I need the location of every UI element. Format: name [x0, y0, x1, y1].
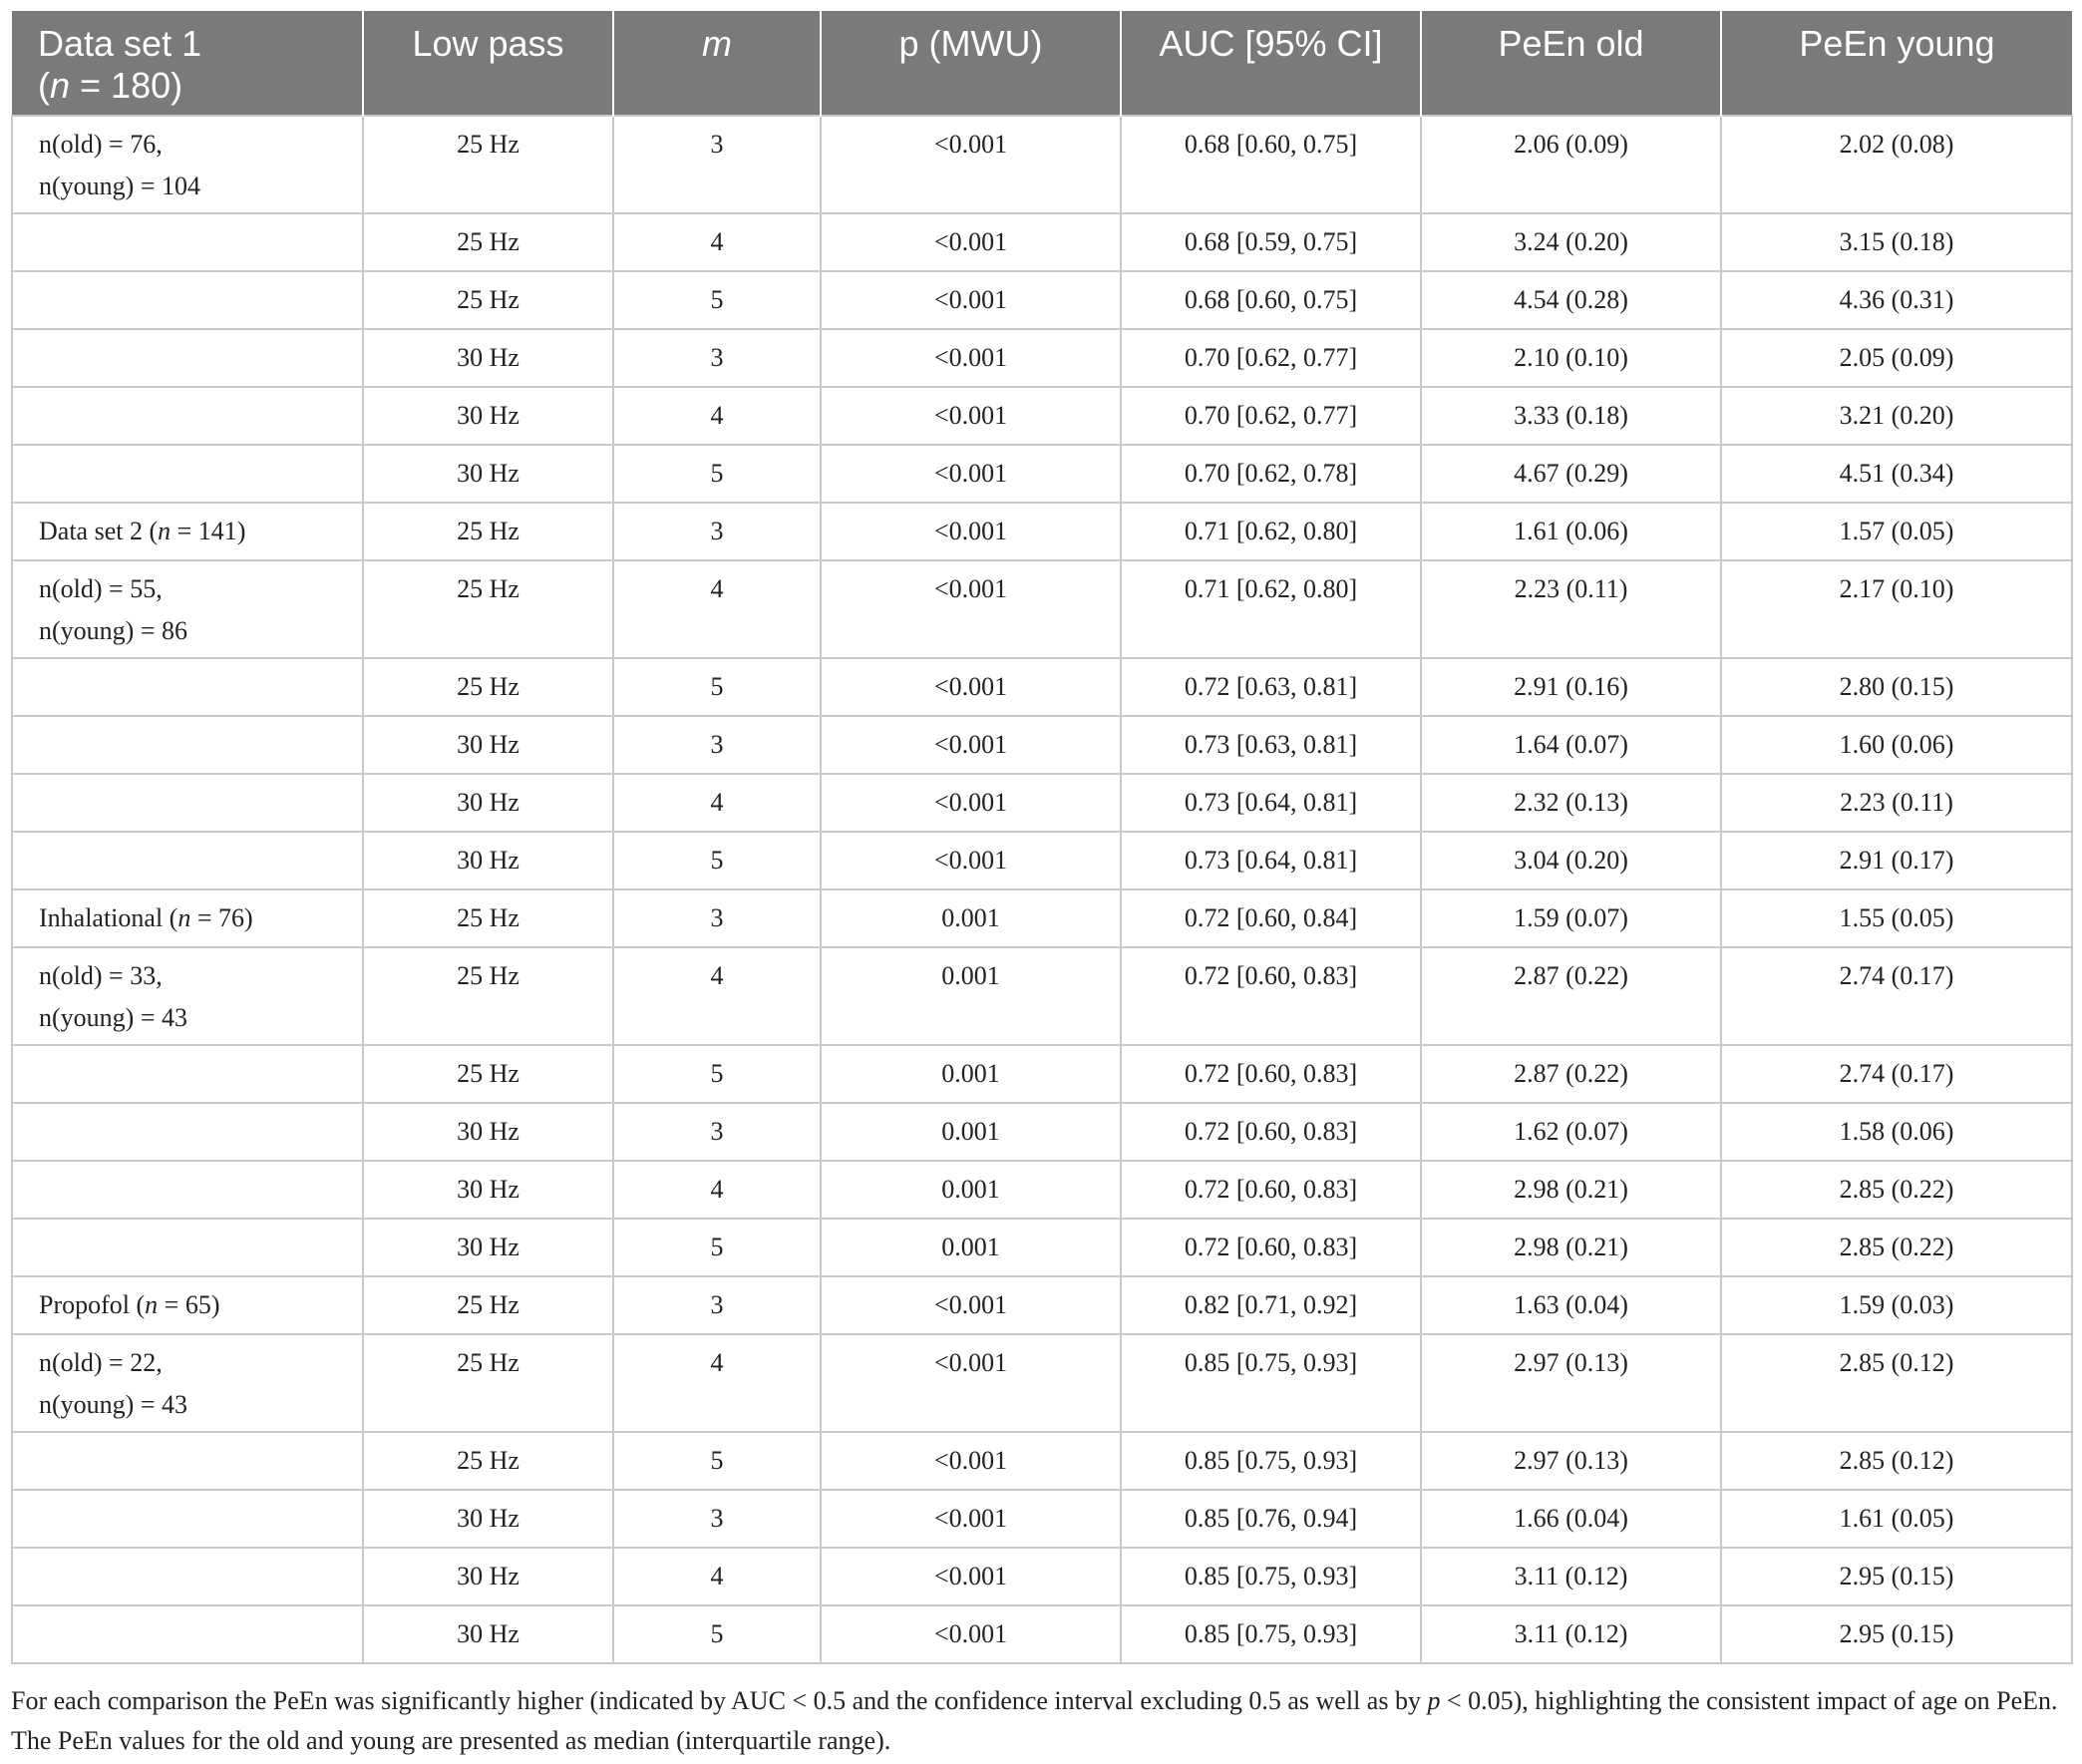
group-young-count: n(young) = 104	[39, 172, 200, 200]
cell-peen-young: 2.02 (0.08)	[1721, 116, 2072, 213]
header-auc: AUC [95% CI]	[1121, 11, 1421, 116]
cell-group	[12, 1103, 363, 1161]
cell-m: 5	[613, 1219, 821, 1276]
cell-low-pass: 25 Hz	[363, 271, 613, 329]
cell-low-pass: 25 Hz	[363, 658, 613, 716]
table-footnote	[11, 1681, 2071, 1761]
group-young-count: n(young) = 86	[39, 616, 187, 645]
cell-auc: 0.68 [0.60, 0.75]	[1121, 116, 1421, 213]
cell-m: 5	[613, 1045, 821, 1103]
cell-p-mwu: <0.001	[821, 1334, 1121, 1432]
cell-m: 3	[613, 329, 821, 387]
cell-auc: 0.70 [0.62, 0.78]	[1121, 445, 1421, 503]
table-row	[12, 116, 2072, 213]
cell-peen-old: 1.61 (0.06)	[1421, 503, 1721, 560]
cell-peen-old: 2.87 (0.22)	[1421, 1045, 1721, 1103]
table-row	[12, 1103, 2072, 1161]
cell-m: 3	[613, 1276, 821, 1334]
cell-m: 5	[613, 832, 821, 889]
table-row	[12, 1161, 2072, 1219]
cell-peen-old: 1.62 (0.07)	[1421, 1103, 1721, 1161]
cell-m: 5	[613, 1432, 821, 1490]
cell-peen-old: 2.23 (0.11)	[1421, 560, 1721, 658]
table-row	[12, 947, 2072, 1045]
cell-p-mwu: <0.001	[821, 716, 1121, 774]
cell-peen-young: 2.17 (0.10)	[1721, 560, 2072, 658]
table-row	[12, 1605, 2072, 1663]
cell-low-pass: 30 Hz	[363, 1161, 613, 1219]
cell-peen-old: 2.91 (0.16)	[1421, 658, 1721, 716]
cell-p-mwu: <0.001	[821, 329, 1121, 387]
cell-peen-young: 2.80 (0.15)	[1721, 658, 2072, 716]
cell-group	[12, 832, 363, 889]
table-row	[12, 658, 2072, 716]
cell-m: 4	[613, 387, 821, 445]
cell-m: 3	[613, 503, 821, 560]
cell-peen-young: 2.85 (0.12)	[1721, 1432, 2072, 1490]
cell-peen-old: 1.64 (0.07)	[1421, 716, 1721, 774]
cell-peen-young: 3.21 (0.20)	[1721, 387, 2072, 445]
cell-peen-young: 2.85 (0.22)	[1721, 1161, 2072, 1219]
cell-group	[12, 387, 363, 445]
cell-auc: 0.85 [0.75, 0.93]	[1121, 1605, 1421, 1663]
cell-low-pass: 25 Hz	[363, 947, 613, 1045]
cell-low-pass: 25 Hz	[363, 1334, 613, 1432]
cell-peen-old: 3.11 (0.12)	[1421, 1548, 1721, 1605]
header-p-mwu: p (MWU)	[821, 11, 1121, 116]
group-old-count: n(old) = 22,	[39, 1348, 163, 1377]
cell-m: 3	[613, 116, 821, 213]
cell-group	[12, 213, 363, 271]
cell-peen-old: 2.98 (0.21)	[1421, 1161, 1721, 1219]
cell-p-mwu: <0.001	[821, 658, 1121, 716]
cell-low-pass: 30 Hz	[363, 329, 613, 387]
header-m	[613, 11, 821, 116]
cell-m: 4	[613, 1548, 821, 1605]
table-row	[12, 1276, 2072, 1334]
cell-auc: 0.68 [0.60, 0.75]	[1121, 271, 1421, 329]
cell-low-pass: 25 Hz	[363, 116, 613, 213]
cell-peen-old: 2.10 (0.10)	[1421, 329, 1721, 387]
cell-peen-young: 1.60 (0.06)	[1721, 716, 2072, 774]
table-header-row	[12, 11, 2072, 116]
group-label: Inhalational (	[39, 903, 178, 932]
cell-peen-old: 2.97 (0.13)	[1421, 1334, 1721, 1432]
cell-m: 4	[613, 560, 821, 658]
cell-group	[12, 658, 363, 716]
group-old-count: n(old) = 55,	[39, 574, 163, 603]
cell-p-mwu: 0.001	[821, 1161, 1121, 1219]
footnote-p-var: p	[1427, 1686, 1441, 1715]
cell-m: 4	[613, 1161, 821, 1219]
group-young-count: n(young) = 43	[39, 1003, 187, 1032]
cell-m: 5	[613, 658, 821, 716]
cell-group	[12, 1605, 363, 1663]
cell-p-mwu: <0.001	[821, 445, 1121, 503]
cell-peen-young: 2.95 (0.15)	[1721, 1548, 2072, 1605]
cell-low-pass: 30 Hz	[363, 445, 613, 503]
table-row	[12, 832, 2072, 889]
table-body	[12, 116, 2072, 1663]
cell-auc: 0.72 [0.60, 0.83]	[1121, 1161, 1421, 1219]
cell-group	[12, 947, 363, 1045]
header-dataset-title: Data set 1	[38, 23, 202, 64]
cell-peen-old: 1.66 (0.04)	[1421, 1490, 1721, 1548]
cell-auc: 0.68 [0.59, 0.75]	[1121, 213, 1421, 271]
cell-low-pass: 25 Hz	[363, 1432, 613, 1490]
cell-m: 3	[613, 716, 821, 774]
cell-group	[12, 1334, 363, 1432]
cell-low-pass: 25 Hz	[363, 1045, 613, 1103]
cell-p-mwu: 0.001	[821, 947, 1121, 1045]
group-label-n-var: n	[158, 517, 172, 545]
cell-low-pass: 30 Hz	[363, 1605, 613, 1663]
cell-peen-young: 2.23 (0.11)	[1721, 774, 2072, 832]
cell-p-mwu: <0.001	[821, 1490, 1121, 1548]
cell-peen-old: 1.59 (0.07)	[1421, 889, 1721, 947]
cell-low-pass: 25 Hz	[363, 1276, 613, 1334]
cell-auc: 0.72 [0.60, 0.84]	[1121, 889, 1421, 947]
cell-peen-old: 1.63 (0.04)	[1421, 1276, 1721, 1334]
cell-low-pass: 25 Hz	[363, 213, 613, 271]
cell-peen-young: 2.95 (0.15)	[1721, 1605, 2072, 1663]
cell-peen-old: 2.97 (0.13)	[1421, 1432, 1721, 1490]
cell-peen-young: 1.61 (0.05)	[1721, 1490, 2072, 1548]
footnote-part2: < 0.05), highlighting the consistent impact of age on PeEn. The PeEn values for the old and young are presented as median (interquartile range).	[11, 1686, 2058, 1755]
cell-group	[12, 889, 363, 947]
cell-group	[12, 560, 363, 658]
cell-auc: 0.85 [0.75, 0.93]	[1121, 1548, 1421, 1605]
cell-low-pass: 30 Hz	[363, 1548, 613, 1605]
cell-m: 4	[613, 1334, 821, 1432]
cell-p-mwu: <0.001	[821, 1548, 1121, 1605]
cell-peen-old: 4.67 (0.29)	[1421, 445, 1721, 503]
cell-group	[12, 329, 363, 387]
cell-peen-young: 2.91 (0.17)	[1721, 832, 2072, 889]
cell-group	[12, 271, 363, 329]
group-label-n-value: = 141)	[171, 517, 246, 545]
cell-m: 5	[613, 445, 821, 503]
cell-p-mwu: 0.001	[821, 1219, 1121, 1276]
cell-m: 3	[613, 1490, 821, 1548]
table-row	[12, 889, 2072, 947]
cell-peen-young: 2.85 (0.22)	[1721, 1219, 2072, 1276]
header-peen-young: PeEn young	[1721, 11, 2072, 116]
cell-auc: 0.71 [0.62, 0.80]	[1121, 560, 1421, 658]
footnote-part1: For each comparison the PeEn was significantly higher (indicated by AUC < 0.5 and the confidence interval excluding 0.5 as well as by	[11, 1686, 1428, 1715]
cell-group	[12, 445, 363, 503]
cell-low-pass: 30 Hz	[363, 716, 613, 774]
cell-p-mwu: 0.001	[821, 1103, 1121, 1161]
results-table	[11, 11, 2073, 1664]
cell-p-mwu: 0.001	[821, 889, 1121, 947]
cell-p-mwu: <0.001	[821, 271, 1121, 329]
cell-peen-young: 2.74 (0.17)	[1721, 1045, 2072, 1103]
cell-group	[12, 116, 363, 213]
cell-group	[12, 1548, 363, 1605]
header-m-label: m	[702, 23, 732, 64]
cell-m: 4	[613, 213, 821, 271]
cell-m: 4	[613, 774, 821, 832]
cell-p-mwu: <0.001	[821, 1605, 1121, 1663]
table-row	[12, 1045, 2072, 1103]
cell-auc: 0.72 [0.60, 0.83]	[1121, 947, 1421, 1045]
cell-auc: 0.70 [0.62, 0.77]	[1121, 387, 1421, 445]
cell-peen-old: 3.11 (0.12)	[1421, 1605, 1721, 1663]
table-row	[12, 387, 2072, 445]
group-label: Propofol (	[39, 1290, 146, 1319]
cell-auc: 0.82 [0.71, 0.92]	[1121, 1276, 1421, 1334]
cell-peen-old: 3.33 (0.18)	[1421, 387, 1721, 445]
cell-auc: 0.72 [0.63, 0.81]	[1121, 658, 1421, 716]
cell-group	[12, 1490, 363, 1548]
cell-low-pass: 30 Hz	[363, 1490, 613, 1548]
cell-group	[12, 716, 363, 774]
cell-m: 3	[613, 1103, 821, 1161]
group-young-count: n(young) = 43	[39, 1390, 187, 1419]
cell-low-pass: 25 Hz	[363, 889, 613, 947]
cell-p-mwu: <0.001	[821, 213, 1121, 271]
cell-auc: 0.85 [0.76, 0.94]	[1121, 1490, 1421, 1548]
cell-auc: 0.70 [0.62, 0.77]	[1121, 329, 1421, 387]
cell-p-mwu: <0.001	[821, 1276, 1121, 1334]
table-row	[12, 329, 2072, 387]
cell-group	[12, 1161, 363, 1219]
results-table-container	[11, 11, 2071, 1664]
cell-group	[12, 1432, 363, 1490]
group-old-count: n(old) = 33,	[39, 961, 163, 990]
cell-peen-old: 3.24 (0.20)	[1421, 213, 1721, 271]
cell-auc: 0.73 [0.64, 0.81]	[1121, 832, 1421, 889]
header-dataset	[12, 11, 363, 116]
cell-m: 5	[613, 271, 821, 329]
cell-auc: 0.85 [0.75, 0.93]	[1121, 1334, 1421, 1432]
cell-auc: 0.72 [0.60, 0.83]	[1121, 1103, 1421, 1161]
cell-auc: 0.72 [0.60, 0.83]	[1121, 1219, 1421, 1276]
cell-low-pass: 30 Hz	[363, 1103, 613, 1161]
group-label-n-var: n	[145, 1290, 159, 1319]
table-row	[12, 1219, 2072, 1276]
cell-peen-young: 3.15 (0.18)	[1721, 213, 2072, 271]
cell-p-mwu: <0.001	[821, 387, 1121, 445]
group-label: Data set 2 (	[39, 517, 159, 545]
cell-peen-young: 4.51 (0.34)	[1721, 445, 2072, 503]
cell-m: 3	[613, 889, 821, 947]
group-label-n-var: n	[177, 903, 191, 932]
cell-peen-old: 3.04 (0.20)	[1421, 832, 1721, 889]
header-dataset-n-suffix: = 180)	[70, 65, 183, 106]
cell-m: 4	[613, 947, 821, 1045]
cell-p-mwu: <0.001	[821, 1432, 1121, 1490]
table-row	[12, 716, 2072, 774]
cell-group	[12, 1276, 363, 1334]
table-row	[12, 560, 2072, 658]
cell-peen-young: 4.36 (0.31)	[1721, 271, 2072, 329]
header-dataset-n-var: n	[50, 65, 71, 106]
table-row	[12, 1334, 2072, 1432]
cell-low-pass: 30 Hz	[363, 1219, 613, 1276]
cell-low-pass: 30 Hz	[363, 387, 613, 445]
cell-p-mwu: 0.001	[821, 1045, 1121, 1103]
cell-group	[12, 503, 363, 560]
cell-p-mwu: <0.001	[821, 116, 1121, 213]
cell-group	[12, 1045, 363, 1103]
cell-peen-young: 1.55 (0.05)	[1721, 889, 2072, 947]
cell-peen-old: 2.98 (0.21)	[1421, 1219, 1721, 1276]
group-old-count: n(old) = 76,	[39, 130, 163, 159]
cell-peen-young: 1.57 (0.05)	[1721, 503, 2072, 560]
cell-p-mwu: <0.001	[821, 560, 1121, 658]
group-label-n-value: = 65)	[158, 1290, 220, 1319]
cell-peen-old: 2.06 (0.09)	[1421, 116, 1721, 213]
cell-p-mwu: <0.001	[821, 503, 1121, 560]
group-label-n-value: = 76)	[190, 903, 253, 932]
cell-auc: 0.72 [0.60, 0.83]	[1121, 1045, 1421, 1103]
cell-group	[12, 774, 363, 832]
cell-p-mwu: <0.001	[821, 832, 1121, 889]
cell-low-pass: 30 Hz	[363, 832, 613, 889]
cell-peen-old: 4.54 (0.28)	[1421, 271, 1721, 329]
cell-low-pass: 30 Hz	[363, 774, 613, 832]
table-row	[12, 1432, 2072, 1490]
cell-peen-young: 2.05 (0.09)	[1721, 329, 2072, 387]
cell-peen-old: 2.87 (0.22)	[1421, 947, 1721, 1045]
cell-auc: 0.85 [0.75, 0.93]	[1121, 1432, 1421, 1490]
cell-peen-young: 1.58 (0.06)	[1721, 1103, 2072, 1161]
cell-auc: 0.71 [0.62, 0.80]	[1121, 503, 1421, 560]
table-row	[12, 445, 2072, 503]
header-peen-old: PeEn old	[1421, 11, 1721, 116]
cell-auc: 0.73 [0.63, 0.81]	[1121, 716, 1421, 774]
cell-group	[12, 1219, 363, 1276]
cell-low-pass: 25 Hz	[363, 503, 613, 560]
table-row	[12, 271, 2072, 329]
table-row	[12, 1490, 2072, 1548]
table-row	[12, 503, 2072, 560]
header-low-pass: Low pass	[363, 11, 613, 116]
cell-m: 5	[613, 1605, 821, 1663]
cell-p-mwu: <0.001	[821, 774, 1121, 832]
cell-peen-old: 2.32 (0.13)	[1421, 774, 1721, 832]
cell-low-pass: 25 Hz	[363, 560, 613, 658]
cell-peen-young: 1.59 (0.03)	[1721, 1276, 2072, 1334]
table-row	[12, 1548, 2072, 1605]
table-row	[12, 213, 2072, 271]
cell-peen-young: 2.85 (0.12)	[1721, 1334, 2072, 1432]
cell-auc: 0.73 [0.64, 0.81]	[1121, 774, 1421, 832]
header-dataset-n-prefix: (	[38, 65, 50, 106]
table-row	[12, 774, 2072, 832]
cell-peen-young: 2.74 (0.17)	[1721, 947, 2072, 1045]
